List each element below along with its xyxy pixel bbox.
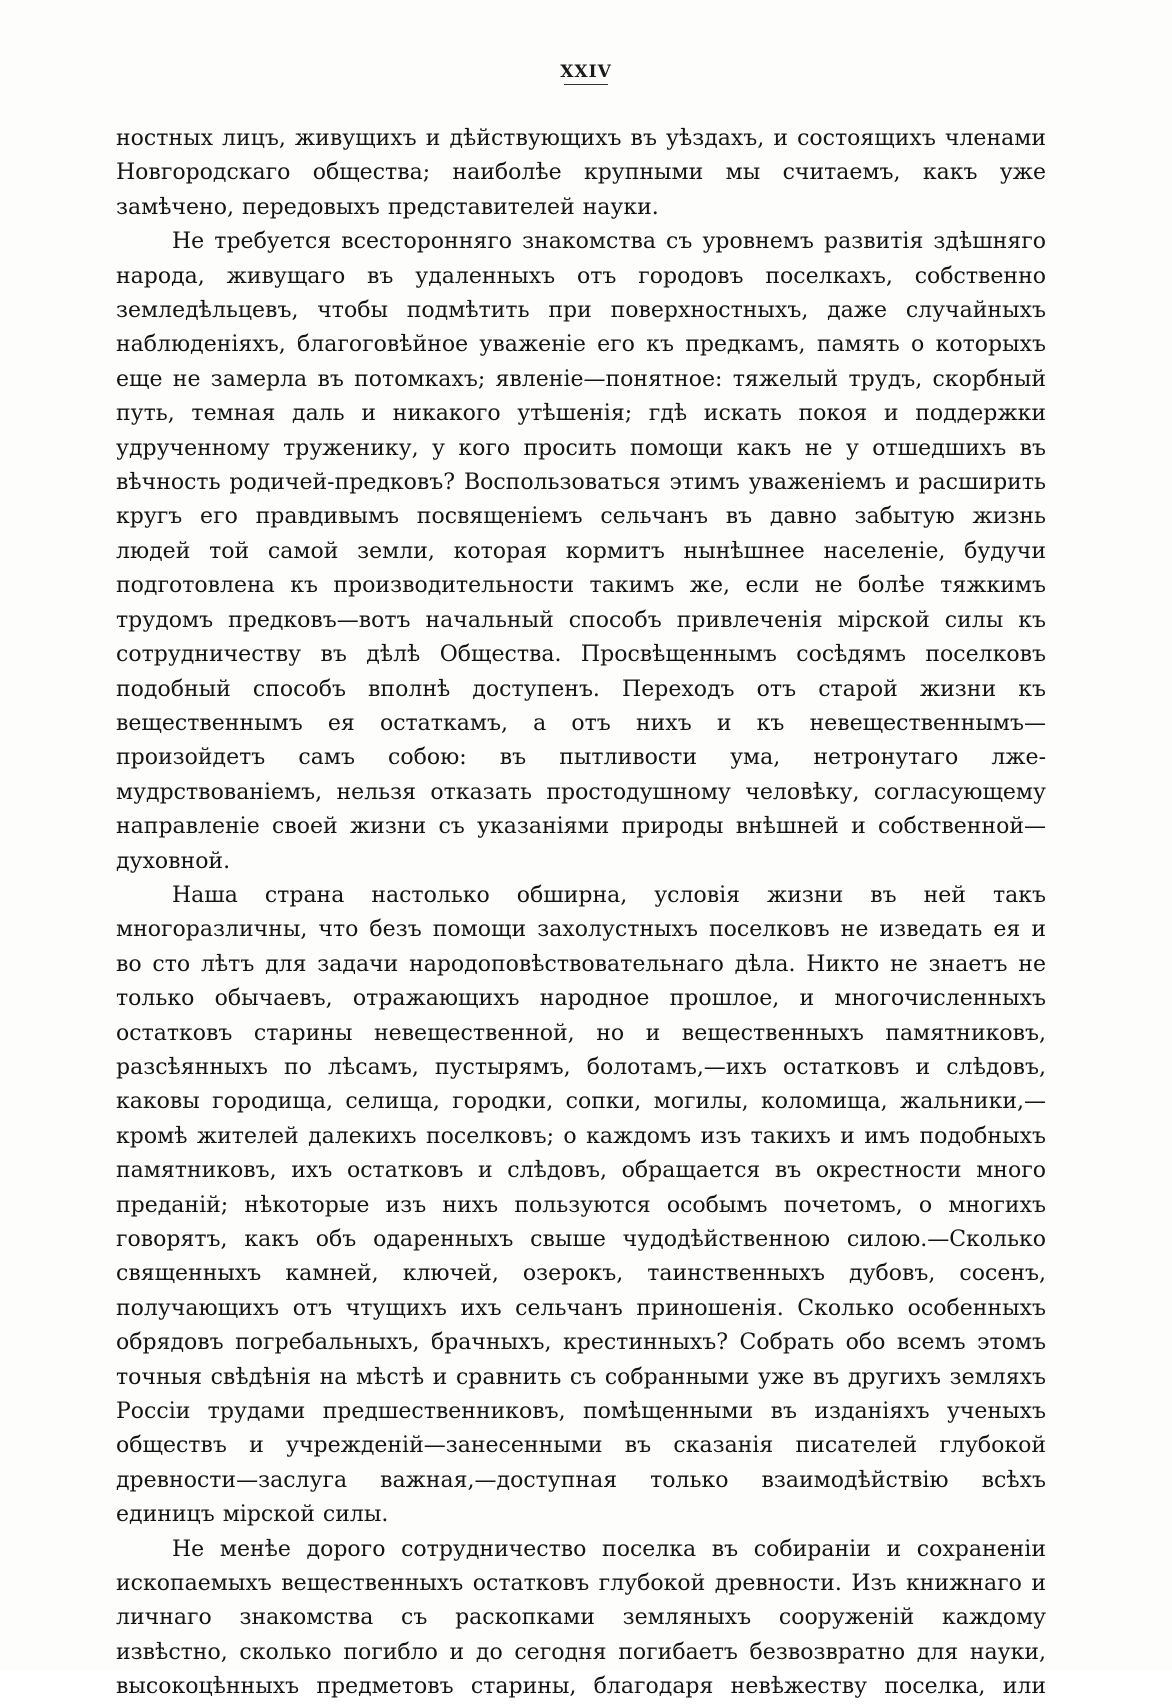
paragraph-3: Наша страна настолько обширна, условія жизни въ ней такъ многоразличны, что безъ помощи захолустныхъ поселковъ не изведать ея и во сто лѣтъ для задачи народоповѣствовательнаго дѣла. Никто не знаетъ не только обычаевъ, отражающихъ народное прошлое, и многочисленныхъ остатковъ старины невещественной, но и вещественныхъ памятниковъ, разсѣянныхъ по лѣсамъ, пустырямъ, болотамъ,—ихъ остатковъ и слѣдовъ, каковы городища, селища, городки, сопки, могилы, коломища, жальники,—кромѣ жителей далекихъ поселковъ; о каждомъ изъ такихъ и имъ подобныхъ памятниковъ, ихъ остатковъ и слѣдовъ, обращается въ окрестности много преданій; нѣкоторые изъ нихъ пользуются особымъ почетомъ, о многихъ говорятъ, какъ объ одаренныхъ свыше чудодѣйственною силою.—Сколько священныхъ камней, ключей, озерокъ, таинственныхъ дубовъ, сосенъ, получающихъ отъ чтущихъ ихъ сельчанъ приношенія. Сколько особенныхъ обрядовъ погребальныхъ, брачныхъ, крестинныхъ? Собрать обо всемъ этомъ точныя свѣдѣнія на мѣстѣ и сравнить съ собранными уже въ другихъ земляхъ Россіи трудами предшественниковъ, помѣщенными въ изданіяхъ ученыхъ обществъ и учрежденій—занесенными въ сказанія писателей глубокой древности—заслуга важная,—доступная только взаимодѣйствію всѣхъ единицъ мірской силы.	[116, 882, 1046, 1528]
paragraph-2: Не требуется всесторонняго знакомства съ уровнемъ развитія здѣшняго народа, живущаго въ удаленныхъ отъ городовъ поселкахъ, собственно земледѣльцевъ, чтобы подмѣтить при поверхностныхъ, даже случайныхъ наблюденіяхъ, благоговѣйное уваженіе его къ предкамъ, память о которыхъ еще не замерла въ потомкахъ; явленіе—понятное: тяжелый трудъ, скорбный путь, темная даль и никакого утѣшенія; гдѣ искать покоя и поддержки удрученному труженику, у кого просить помощи какъ не у отшедшихъ въ вѣчность родичей-предковъ? Воспользоваться этимъ уваженіемъ и расширить кругъ его правдивымъ посвященіемъ сельчанъ въ давно забытую жизнь людей той самой земли, которая кормитъ нынѣшнее населеніе, будучи подготовлена къ производительности такимъ же, если не болѣе тяжкимъ трудомъ предковъ—вотъ начальный способъ привлеченія мірской силы къ сотрудничеству въ дѣлѣ Общества. Просвѣщеннымъ сосѣдямъ поселковъ подобный способъ вполнѣ доступенъ. Переходъ отъ старой жизни къ вещественнымъ ея остаткамъ, а отъ нихъ и къ невещественнымъ—произойдетъ самъ собою: въ пытливости ума, нетронутаго лже-мудрствованіемъ, нельзя отказать простодушному человѣку, согласующему направленіе своей жизни съ указаніями природы внѣшней и собственной—духовной.	[116, 229, 1046, 874]
paragraph-4: Не менѣе дорого сотрудничество поселка въ собираніи и сохраненіи ископаемыхъ вещественныхъ остатковъ глубокой древности. Изъ книжнаго и личнаго знакомства съ раскопками земляныхъ сооруженій каждому извѣстно, сколько погибло и до сегодня погибаетъ безвозвратно для науки, высокоцѣнныхъ предметовъ старины, благодаря невѣжеству поселка, или	[116, 1536, 1046, 1700]
page-number: XXIV	[0, 62, 1172, 82]
body-text	[116, 122, 1046, 1705]
paragraph-1: ностных лицъ, живущихъ и дѣйствующихъ въ уѣздахъ, и состоящихъ членами Новгородскаго общества; наиболѣе крупными мы считаемъ, какъ уже замѣчено, передовыхъ представителей науки.	[116, 126, 1046, 220]
